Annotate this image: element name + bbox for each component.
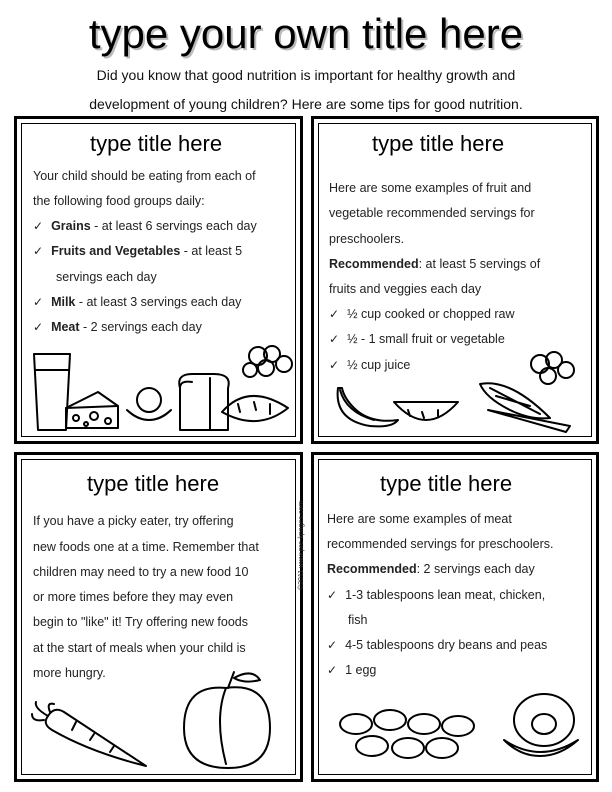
check-icon: ✓ [33, 244, 44, 258]
panel2-line1: Here are some examples of fruit and [329, 181, 532, 195]
panel1-line1: Your child should be eating from each of [33, 169, 256, 183]
panel4-item-1: ✓ 1-3 tablespoons lean meat, chicken, [327, 588, 546, 602]
check-icon: ✓ [327, 588, 338, 602]
page-title: type your own title here [88, 10, 524, 57]
panel3-line2: new foods one at a time. Remember that [33, 540, 259, 554]
panel3-line6: at the start of meals when your child is [33, 641, 246, 655]
panel2-item-3: ✓ ½ cup juice [329, 358, 411, 372]
panel3-line5: begin to "like" it! Try offering new foods [33, 615, 249, 629]
peach-icon [178, 668, 276, 772]
panel1-item-fruits-veg-cont: servings each day [56, 270, 157, 284]
check-icon: ✓ [327, 663, 338, 677]
beans-icon [336, 704, 486, 764]
check-icon: ✓ [327, 638, 338, 652]
carrot-icon [30, 700, 150, 772]
banana-icon [330, 384, 400, 434]
intro-line-2: development of young children? Here are some tips for good nutrition. [89, 96, 523, 112]
intro-line-1: Did you know that good nutrition is important for healthy growth and [96, 67, 516, 83]
panel2-title: type title here [372, 131, 505, 156]
check-icon: ✓ [33, 219, 44, 233]
panel3-title: type title here [87, 471, 220, 496]
panel1-item-grains: ✓ Grains - at least 6 servings each day [33, 219, 257, 233]
panel1-item-meat: ✓ Meat - 2 servings each day [33, 320, 202, 334]
check-icon: ✓ [329, 332, 340, 346]
panel3-line4: or more times before they may even [33, 590, 234, 604]
panel2-line2: vegetable recommended servings for [329, 206, 535, 220]
panel1-item-fruits-veg: ✓ Fruits and Vegetables - at least 5 [33, 244, 243, 258]
vegetables-icon [218, 342, 298, 432]
corn-carrot-icon [470, 348, 580, 438]
check-icon: ✓ [329, 358, 340, 372]
panel4-item-3: ✓ 1 egg [327, 663, 377, 677]
panel4-title: type title here [380, 471, 513, 496]
panel2-item-2: ✓ ½ - 1 small fruit or vegetable [329, 332, 505, 346]
copyright-text: ©2011 www.pre-kpages.com [298, 500, 305, 590]
check-icon: ✓ [33, 295, 44, 309]
panel4-recommended: Recommended: 2 servings each day [327, 562, 535, 576]
cheese-icon [64, 388, 120, 432]
panel1-item-milk: ✓ Milk - at least 3 servings each day [33, 295, 242, 309]
panel3-line1: If you have a picky eater, try offering [33, 514, 234, 528]
panel4-line1: Here are some examples of meat [327, 512, 512, 526]
apple-slice-icon [392, 398, 460, 434]
panel2-recommended-cont: fruits and veggies each day [329, 282, 482, 296]
panel1-line2: the following food groups daily: [33, 194, 205, 208]
egg-icon [500, 690, 582, 766]
panel2-line3: preschoolers. [329, 232, 405, 246]
egg-icon [125, 386, 173, 426]
panel4-item-2: ✓ 4-5 tablespoons dry beans and peas [327, 638, 548, 652]
panel4-line2: recommended servings for preschoolers. [327, 537, 554, 551]
panel2-item-1: ✓ ½ cup cooked or chopped raw [329, 307, 515, 321]
panel3-line3: children may need to try a new food 10 [33, 565, 249, 579]
check-icon: ✓ [33, 320, 44, 334]
panel4-item-1-cont: fish [348, 613, 368, 627]
check-icon: ✓ [329, 307, 340, 321]
panel1-title: type title here [90, 131, 223, 156]
panel2-recommended: Recommended: at least 5 servings of [329, 257, 541, 271]
panel3-line7: more hungry. [33, 666, 106, 680]
